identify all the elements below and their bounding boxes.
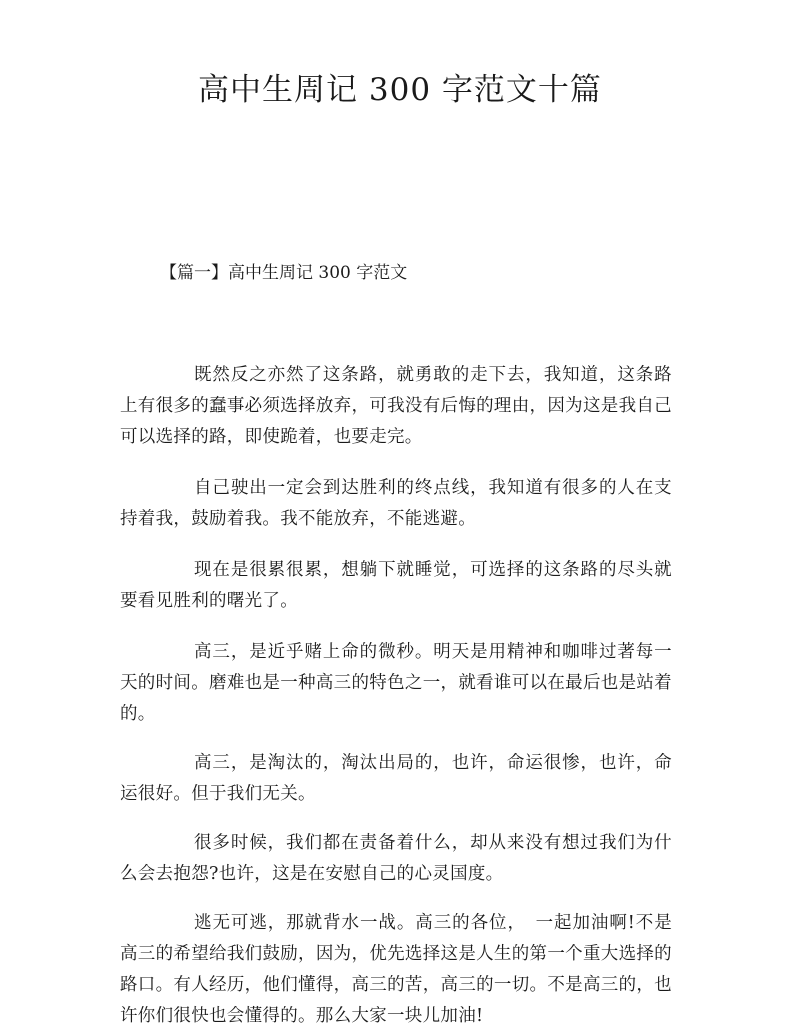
section-heading: 【篇一】高中生周记 300 字范文 bbox=[160, 263, 408, 283]
paragraph-7: 逃无可逃，那就背水一战。高三的各位， 一起加油啊!不是高三的希望给我们鼓励，因为，优先选择这是人生的第一个重大选择的路口。有人经历，他们懂得，高三的苦，高三的一切。不是高三的，也许你们很快也会懂得的。那么大家一块儿加油! bbox=[120, 913, 672, 1026]
paragraph-6: 很多时候，我们都在责备着什么，却从来没有想过我们为什么会去抱怨?也许，这是在安慰自己的心灵国度。 bbox=[120, 833, 672, 884]
document-body bbox=[120, 360, 672, 1032]
paragraph-1: 既然反之亦然了这条路，就勇敢的走下去，我知道，这条路上有很多的蠢事必须选择放弃，可我没有后悔的理由，因为这是我自己可以选择的路，即使跪着，也要走完。 bbox=[120, 365, 672, 447]
paragraph-4: 高三，是近乎赌上命的微秒。明天是用精神和咖啡过著每一天的时间。磨难也是一种高三的特色之一，就看谁可以在最后也是站着的。 bbox=[120, 642, 672, 724]
paragraph-2: 自己驶出一定会到达胜利的终点线，我知道有很多的人在支持着我，鼓励着我。我不能放弃，不能逃避。 bbox=[120, 478, 672, 529]
document-title: 高中生周记 300 字范文十篇 bbox=[198, 72, 602, 108]
paragraph-3: 现在是很累很累，想躺下就睡觉，可选择的这条路的尽头就要看见胜利的曙光了。 bbox=[120, 560, 672, 611]
paragraph-5: 高三，是淘汰的，淘汰出局的，也许，命运很惨，也许，命运很好。但于我们无关。 bbox=[120, 753, 672, 804]
